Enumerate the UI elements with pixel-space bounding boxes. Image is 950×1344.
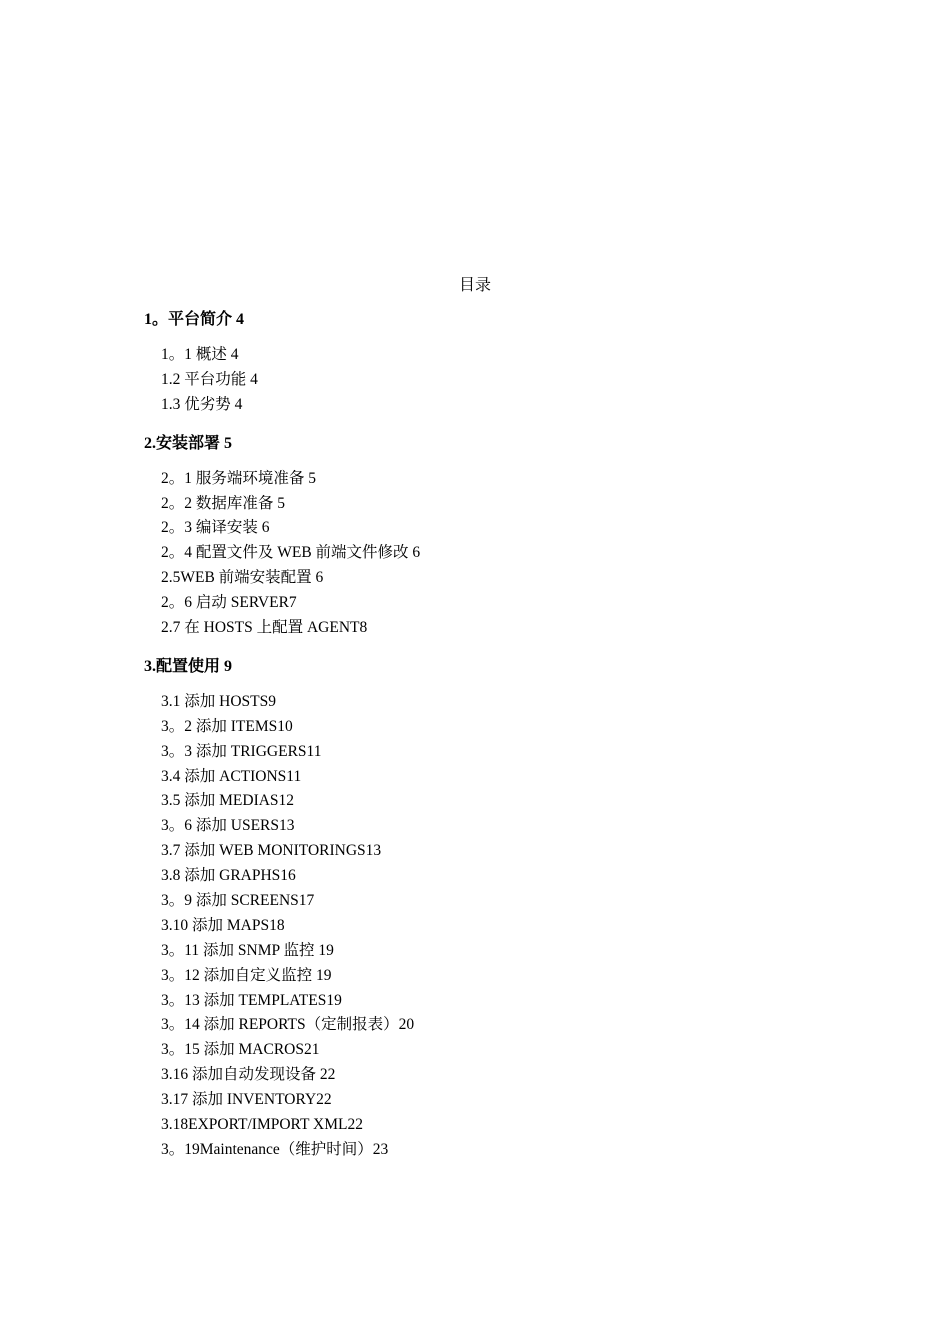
toc-item[interactable]: 3。14 添加 REPORTS（定制报表）20 bbox=[161, 1016, 415, 1034]
toc-section-2 bbox=[144, 434, 844, 643]
toc-item[interactable]: 2。4 配置文件及 WEB 前端文件修改 6 bbox=[161, 544, 421, 562]
table-of-contents bbox=[144, 310, 844, 1165]
toc-item[interactable]: 3。12 添加自定义监控 19 bbox=[161, 966, 332, 984]
toc-item[interactable]: 3。11 添加 SNMP 监控 19 bbox=[161, 941, 334, 959]
toc-item[interactable]: 3.18EXPORT/IMPORT XML22 bbox=[161, 1116, 363, 1134]
toc-item[interactable]: 1.2 平台功能 4 bbox=[161, 370, 258, 388]
toc-item[interactable]: 3。15 添加 MACROS21 bbox=[161, 1041, 320, 1059]
toc-section-title[interactable]: 3.配置使用 9 bbox=[144, 657, 233, 675]
toc-item[interactable]: 3.8 添加 GRAPHS16 bbox=[161, 867, 296, 885]
toc-section-items bbox=[144, 469, 844, 643]
toc-item[interactable]: 2。2 数据库准备 5 bbox=[161, 494, 286, 512]
toc-item[interactable]: 1。1 概述 4 bbox=[161, 346, 239, 363]
toc-item[interactable]: 3。19Maintenance（维护时间）23 bbox=[161, 1140, 389, 1158]
toc-section-items bbox=[144, 345, 844, 420]
toc-item[interactable]: 3.10 添加 MAPS18 bbox=[161, 916, 285, 934]
toc-item[interactable]: 2。1 服务端环境准备 5 bbox=[161, 469, 317, 487]
toc-item[interactable]: 3.5 添加 MEDIAS12 bbox=[161, 792, 295, 810]
toc-item[interactable]: 3。6 添加 USERS13 bbox=[161, 817, 295, 835]
toc-section-3 bbox=[144, 657, 844, 1165]
toc-item[interactable]: 2。3 编译安装 6 bbox=[161, 519, 270, 537]
toc-item[interactable]: 2.7 在 HOSTS 上配置 AGENT8 bbox=[161, 619, 368, 637]
toc-item[interactable]: 3.7 添加 WEB MONITORINGS13 bbox=[161, 842, 382, 860]
toc-section-title[interactable]: 2.安装部署 5 bbox=[144, 434, 233, 452]
toc-section-1 bbox=[144, 310, 844, 420]
toc-item[interactable]: 3.17 添加 INVENTORY22 bbox=[161, 1091, 332, 1109]
toc-title: 目录 bbox=[458, 277, 491, 294]
toc-item[interactable]: 2.5WEB 前端安装配置 6 bbox=[161, 569, 324, 587]
toc-item[interactable]: 3。2 添加 ITEMS10 bbox=[161, 717, 293, 735]
toc-item[interactable]: 3。3 添加 TRIGGERS11 bbox=[161, 742, 322, 760]
toc-item[interactable]: 3.16 添加自动发现设备 22 bbox=[161, 1066, 336, 1084]
toc-item[interactable]: 3.4 添加 ACTIONS11 bbox=[161, 767, 302, 785]
toc-item[interactable]: 3.1 添加 HOSTS9 bbox=[161, 692, 276, 710]
toc-item[interactable]: 2。6 启动 SERVER7 bbox=[161, 594, 297, 612]
toc-item[interactable]: 3。9 添加 SCREENS17 bbox=[161, 892, 315, 910]
toc-section-items bbox=[144, 692, 844, 1165]
toc-item[interactable]: 3。13 添加 TEMPLATES19 bbox=[161, 991, 342, 1009]
toc-item[interactable]: 1.3 优劣势 4 bbox=[161, 395, 243, 413]
toc-section-title[interactable]: 1。平台简介 4 bbox=[144, 311, 245, 328]
